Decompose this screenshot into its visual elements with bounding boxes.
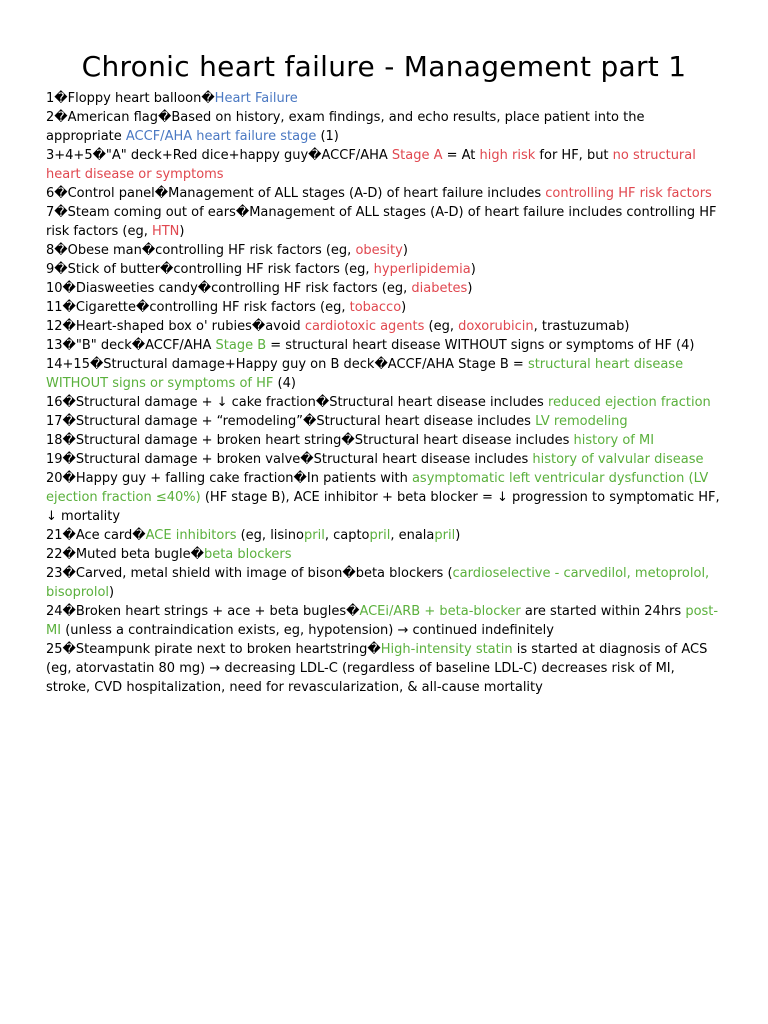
note-text: 10�Diasweeties candy�controlling HF risk factors (eg, [46,281,412,296]
note-text: 13�"B" deck�ACCF/AHA [46,338,216,353]
note-text: = structural heart disease WITHOUT signs or symptoms of HF (4) [266,338,695,353]
highlighted-text: controlling HF risk factors [545,186,712,201]
note-text: 9�Stick of butter�controlling HF risk factors (eg, [46,262,374,277]
highlighted-text: Stage A [391,148,443,163]
note-line [46,146,722,184]
highlighted-text: HTN [151,224,180,239]
note-line [46,279,722,298]
note-text: 1�Floppy heart balloon� [46,91,215,106]
note-line [46,564,722,602]
note-line [46,431,722,450]
note-text: is started at diagnosis of ACS (eg, atorvastatin 80 mg) → decreasing LDL-C (regardless of baseline LDL-C) decreases risk of MI, stroke, CVD hospitalization, need for revascularization, & all-cause mortality [46,642,712,695]
note-text: (1) [316,129,339,144]
notes-list [46,89,722,697]
highlighted-text: no structural heart disease or symptoms [46,148,700,182]
note-text: (eg, [424,319,459,334]
highlighted-text: hyperlipidemia [373,262,471,277]
note-text: 19�Structural damage + broken valve�Structural heart disease includes [46,452,533,467]
note-text: ) [470,262,476,277]
note-line [46,89,722,108]
note-line [46,640,722,697]
page-title: Chronic heart failure - Management part 1 [81,50,687,83]
note-text: 12�Heart-shaped box o' rubies�avoid [46,319,305,334]
note-text: 2�American flag�Based on history, exam findings, and echo results, place patient into the appropriate [46,110,649,144]
note-text: 14+15�Structural damage+Happy guy on B deck�ACCF/AHA Stage B = [46,357,528,372]
note-text: for HF, but [535,148,613,163]
highlighted-text: obesity [355,243,403,258]
note-text: , enala [390,528,435,543]
note-line [46,545,722,564]
note-line [46,317,722,336]
note-text: 6�Control panel�Management of ALL stages (A-D) of heart failure includes [46,186,546,201]
note-text: ) [401,300,407,315]
highlighted-text: ACCF/AHA heart failure stage [125,129,317,144]
highlighted-text: pril [369,528,391,543]
note-text: 18�Structural damage + broken heart string�Structural heart disease includes [46,433,574,448]
note-text: 23�Carved, metal shield with image of bison�beta blockers ( [46,566,453,581]
note-text: 17�Structural damage + “remodeling”�Structural heart disease includes [46,414,536,429]
note-text: (HF stage B), ACE inhibitor + beta blocker = ↓ progression to symptomatic HF, ↓ mortality [46,490,724,524]
note-text: 3+4+5�"A" deck+Red dice+happy guy�ACCF/AHA [46,148,392,163]
note-text: 7�Steam coming out of ears�Management of ALL stages (A-D) of heart failure includes controlling HF risk factors (eg, [46,205,721,239]
note-text: 20�Happy guy + falling cake fraction�In patients with [46,471,412,486]
highlighted-text: post-MI [46,604,719,638]
note-line [46,355,722,393]
note-text: (eg, lisino [236,528,304,543]
note-line [46,108,722,146]
note-text: = At [442,148,480,163]
note-text: , trastuzumab) [533,319,630,334]
highlighted-text: reduced ejection fraction [547,395,711,410]
highlighted-text: diabetes [411,281,468,296]
highlighted-text: ACEi/ARB + beta-blocker [359,604,521,619]
note-text: are started within 24hrs [520,604,686,619]
note-line [46,241,722,260]
note-text: (unless a contraindication exists, eg, hypotension) → continued indefinitely [61,623,554,638]
note-line [46,393,722,412]
highlighted-text: Stage B [215,338,267,353]
highlighted-text: doxorubicin [458,319,534,334]
highlighted-text: high risk [479,148,536,163]
note-text: ) [455,528,461,543]
highlighted-text: asymptomatic left ventricular dysfunction (LV ejection fraction ≤40%) [46,471,713,505]
note-text: ) [109,585,115,600]
highlighted-text: cardiotoxic agents [304,319,425,334]
note-text: ) [179,224,185,239]
note-text: 16�Structural damage + ↓ cake fraction�Structural heart disease includes [46,395,548,410]
highlighted-text: cardioselective - carvedilol, metoprolol, bisoprolol [46,566,714,600]
note-line [46,298,722,317]
highlighted-text: tobacco [349,300,402,315]
highlighted-text: LV remodeling [535,414,628,429]
note-line [46,203,722,241]
highlighted-text: history of MI [573,433,655,448]
note-text: , capto [324,528,370,543]
note-line [46,602,722,640]
note-text: 22�Muted beta bugle� [46,547,204,562]
note-text: 25�Steampunk pirate next to broken heartstring� [46,642,381,657]
highlighted-text: history of valvular disease [532,452,704,467]
highlighted-text: High-intensity statin [380,642,513,657]
highlighted-text: pril [434,528,456,543]
note-text: 8�Obese man�controlling HF risk factors (eg, [46,243,356,258]
note-text: ) [467,281,473,296]
note-text: 11�Cigarette�controlling HF risk factors (eg, [46,300,350,315]
note-line [46,450,722,469]
highlighted-text: pril [304,528,325,543]
note-line [46,184,722,203]
highlighted-text: Heart Failure [214,91,298,106]
note-line [46,412,722,431]
note-text: 24�Broken heart strings + ace + beta bugles� [46,604,360,619]
highlighted-text: ACE inhibitors [145,528,237,543]
note-text: 21�Ace card� [46,528,146,543]
note-text: (4) [273,376,296,391]
highlighted-text: beta blockers [203,547,292,562]
note-line [46,336,722,355]
note-text: ) [402,243,408,258]
note-line [46,469,722,526]
highlighted-text: structural heart disease WITHOUT signs or symptoms of HF [46,357,688,391]
note-line [46,526,722,545]
note-line [46,260,722,279]
